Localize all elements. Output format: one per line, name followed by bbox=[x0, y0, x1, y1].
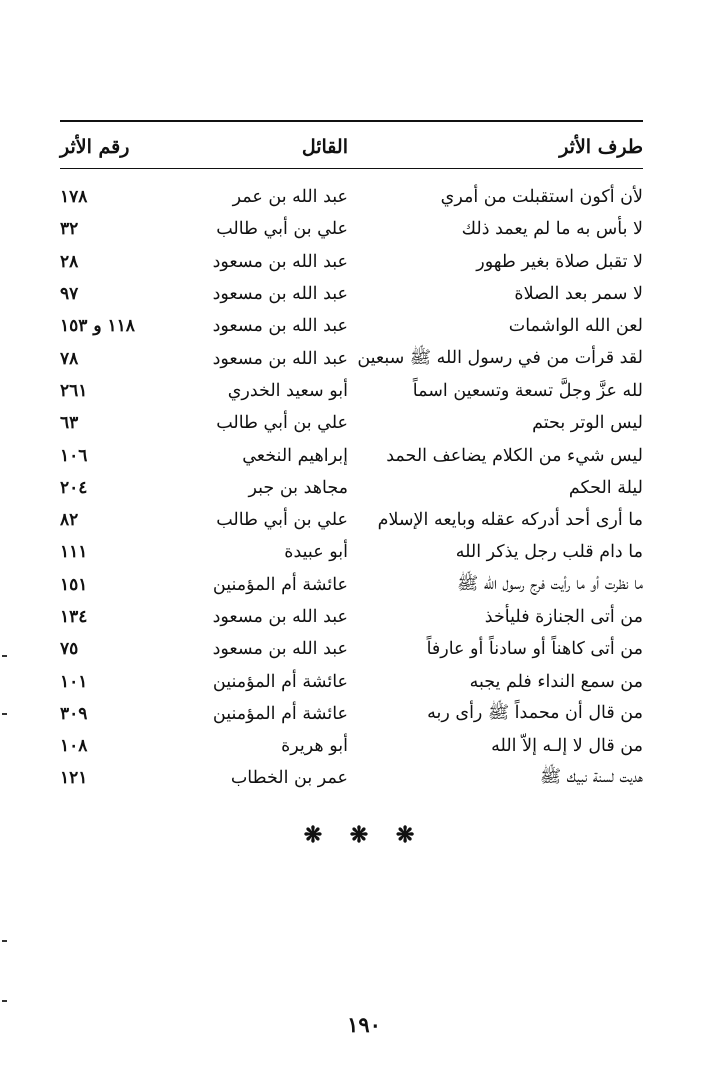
athar-index-table bbox=[60, 120, 643, 795]
header-number: رقم الأثر bbox=[60, 136, 130, 158]
athar-phrase: ليلة الحكم bbox=[568, 477, 643, 498]
table-row bbox=[60, 439, 643, 471]
athar-speaker: أبو سعيد الخدري bbox=[227, 380, 348, 401]
athar-speaker: عبد الله بن مسعود bbox=[212, 607, 348, 627]
athar-number: ١٧٨ bbox=[60, 187, 88, 208]
athar-phrase: لا بأس به ما لم يعمد ذلك bbox=[461, 219, 643, 240]
table-row bbox=[60, 504, 643, 536]
athar-phrase: ليس شيء من الكلام يضاعف الحمد bbox=[386, 445, 643, 466]
athar-speaker: عبد الله بن مسعود bbox=[212, 348, 348, 369]
margin-mark bbox=[2, 655, 7, 657]
header-rule bbox=[60, 168, 643, 169]
athar-phrase: ما نظرت أو ما رأيت فرج رسول الله ﷺ bbox=[457, 573, 643, 594]
athar-number: ٦٣ bbox=[60, 413, 79, 434]
margin-mark bbox=[2, 713, 7, 715]
athar-speaker: عبد الله بن مسعود bbox=[212, 316, 348, 337]
athar-speaker: عبد الله بن عمر bbox=[232, 187, 348, 208]
table-row bbox=[60, 342, 643, 374]
athar-number: ٢٨ bbox=[60, 251, 79, 272]
athar-number: ٩٧ bbox=[60, 284, 79, 305]
athar-number: ١٠٦ bbox=[60, 445, 88, 466]
athar-phrase: ما دام قلب رجل يذكر الله bbox=[455, 542, 643, 563]
athar-number: ١٠١ bbox=[60, 671, 88, 692]
athar-speaker: عائشة أم المؤمنين bbox=[212, 703, 348, 724]
table-row bbox=[60, 181, 643, 213]
athar-number: ١١١ bbox=[60, 542, 88, 563]
athar-phrase: من أتى الجنازة فليأخذ bbox=[484, 607, 643, 627]
athar-speaker: علي بن أبي طالب bbox=[216, 219, 348, 240]
athar-speaker: عبد الله بن مسعود bbox=[212, 251, 348, 272]
athar-speaker: عائشة أم المؤمنين bbox=[212, 574, 348, 595]
athar-phrase: من سمع النداء فلم يجبه bbox=[469, 671, 643, 692]
athar-number: ١٠٨ bbox=[60, 736, 88, 757]
athar-phrase: هديت لسنة نبيك ﷺ bbox=[539, 767, 643, 788]
athar-phrase: لله عزَّ وجلَّ تسعة وتسعين اسماً bbox=[412, 380, 643, 401]
margin-mark bbox=[2, 1000, 7, 1002]
table-row bbox=[60, 472, 643, 504]
athar-speaker: عبد الله بن مسعود bbox=[212, 639, 348, 660]
athar-number: ٨٢ bbox=[60, 510, 79, 531]
athar-number: ٣٠٩ bbox=[60, 703, 88, 724]
athar-phrase: من قال أن محمداً ﷺ رأى ربه bbox=[427, 702, 643, 723]
athar-speaker: مجاهد بن جبر bbox=[248, 477, 348, 498]
athar-number: ٣٢ bbox=[60, 219, 79, 240]
athar-speaker: عائشة أم المؤمنين bbox=[212, 671, 348, 692]
athar-number: ١٥١ bbox=[60, 574, 88, 595]
athar-phrase: لعن الله الواشمات bbox=[508, 316, 643, 337]
athar-speaker: أبو عبيدة bbox=[284, 542, 348, 563]
table-row bbox=[60, 633, 643, 665]
athar-phrase: ليس الوتر بحتم bbox=[532, 413, 643, 434]
athar-speaker: عبد الله بن مسعود bbox=[212, 284, 348, 305]
table-row bbox=[60, 536, 643, 568]
athar-phrase: لأن أكون استقبلت من أمري bbox=[440, 187, 643, 208]
table-row bbox=[60, 213, 643, 245]
table-row bbox=[60, 569, 643, 601]
athar-number: ٢٠٤ bbox=[60, 477, 88, 498]
table-header bbox=[60, 126, 643, 168]
athar-phrase: لا تقبل صلاة بغير طهور bbox=[476, 251, 643, 272]
athar-speaker: أبو هريرة bbox=[281, 736, 348, 757]
page-number: ١٩٠ bbox=[347, 1012, 381, 1037]
athar-number: ١٣٤ bbox=[60, 607, 88, 627]
table-row bbox=[60, 375, 643, 407]
athar-phrase: ما أرى أحد أدركه عقله وبايعه الإسلام bbox=[377, 510, 643, 531]
header-speaker: القائل bbox=[301, 136, 348, 158]
table-row bbox=[60, 310, 643, 342]
table-row bbox=[60, 601, 643, 633]
header-phrase: طرف الأثر bbox=[559, 136, 643, 158]
table-row bbox=[60, 698, 643, 730]
athar-number: ٢٦١ bbox=[60, 380, 88, 401]
athar-speaker: عمر بن الخطاب bbox=[230, 768, 348, 789]
athar-speaker: علي بن أبي طالب bbox=[216, 510, 348, 531]
athar-phrase: لا سمر بعد الصلاة bbox=[514, 284, 643, 305]
margin-mark bbox=[2, 940, 7, 942]
athar-number: ٧٥ bbox=[60, 639, 79, 660]
athar-phrase: من أتى كاهناً أو سادناً أو عارفاً bbox=[426, 639, 643, 660]
athar-number: ١٢١ bbox=[60, 768, 88, 789]
table-row bbox=[60, 762, 643, 794]
athar-number: ٧٨ bbox=[60, 348, 79, 369]
section-separator: ❋ ❋ ❋ bbox=[303, 822, 425, 848]
top-rule bbox=[60, 120, 643, 122]
athar-number: ١١٨ و ١٥٣ bbox=[60, 316, 135, 337]
table-row bbox=[60, 730, 643, 762]
athar-speaker: إبراهيم النخعي bbox=[242, 445, 348, 466]
table-row bbox=[60, 665, 643, 697]
athar-speaker: علي بن أبي طالب bbox=[216, 413, 348, 434]
table-row bbox=[60, 278, 643, 310]
athar-phrase: لقد قرأت من في رسول الله ﷺ سبعين bbox=[357, 347, 643, 368]
table-body bbox=[60, 181, 643, 795]
table-row bbox=[60, 407, 643, 439]
athar-phrase: من قال لا إلـه إلاّ الله bbox=[491, 736, 643, 757]
table-row bbox=[60, 246, 643, 278]
